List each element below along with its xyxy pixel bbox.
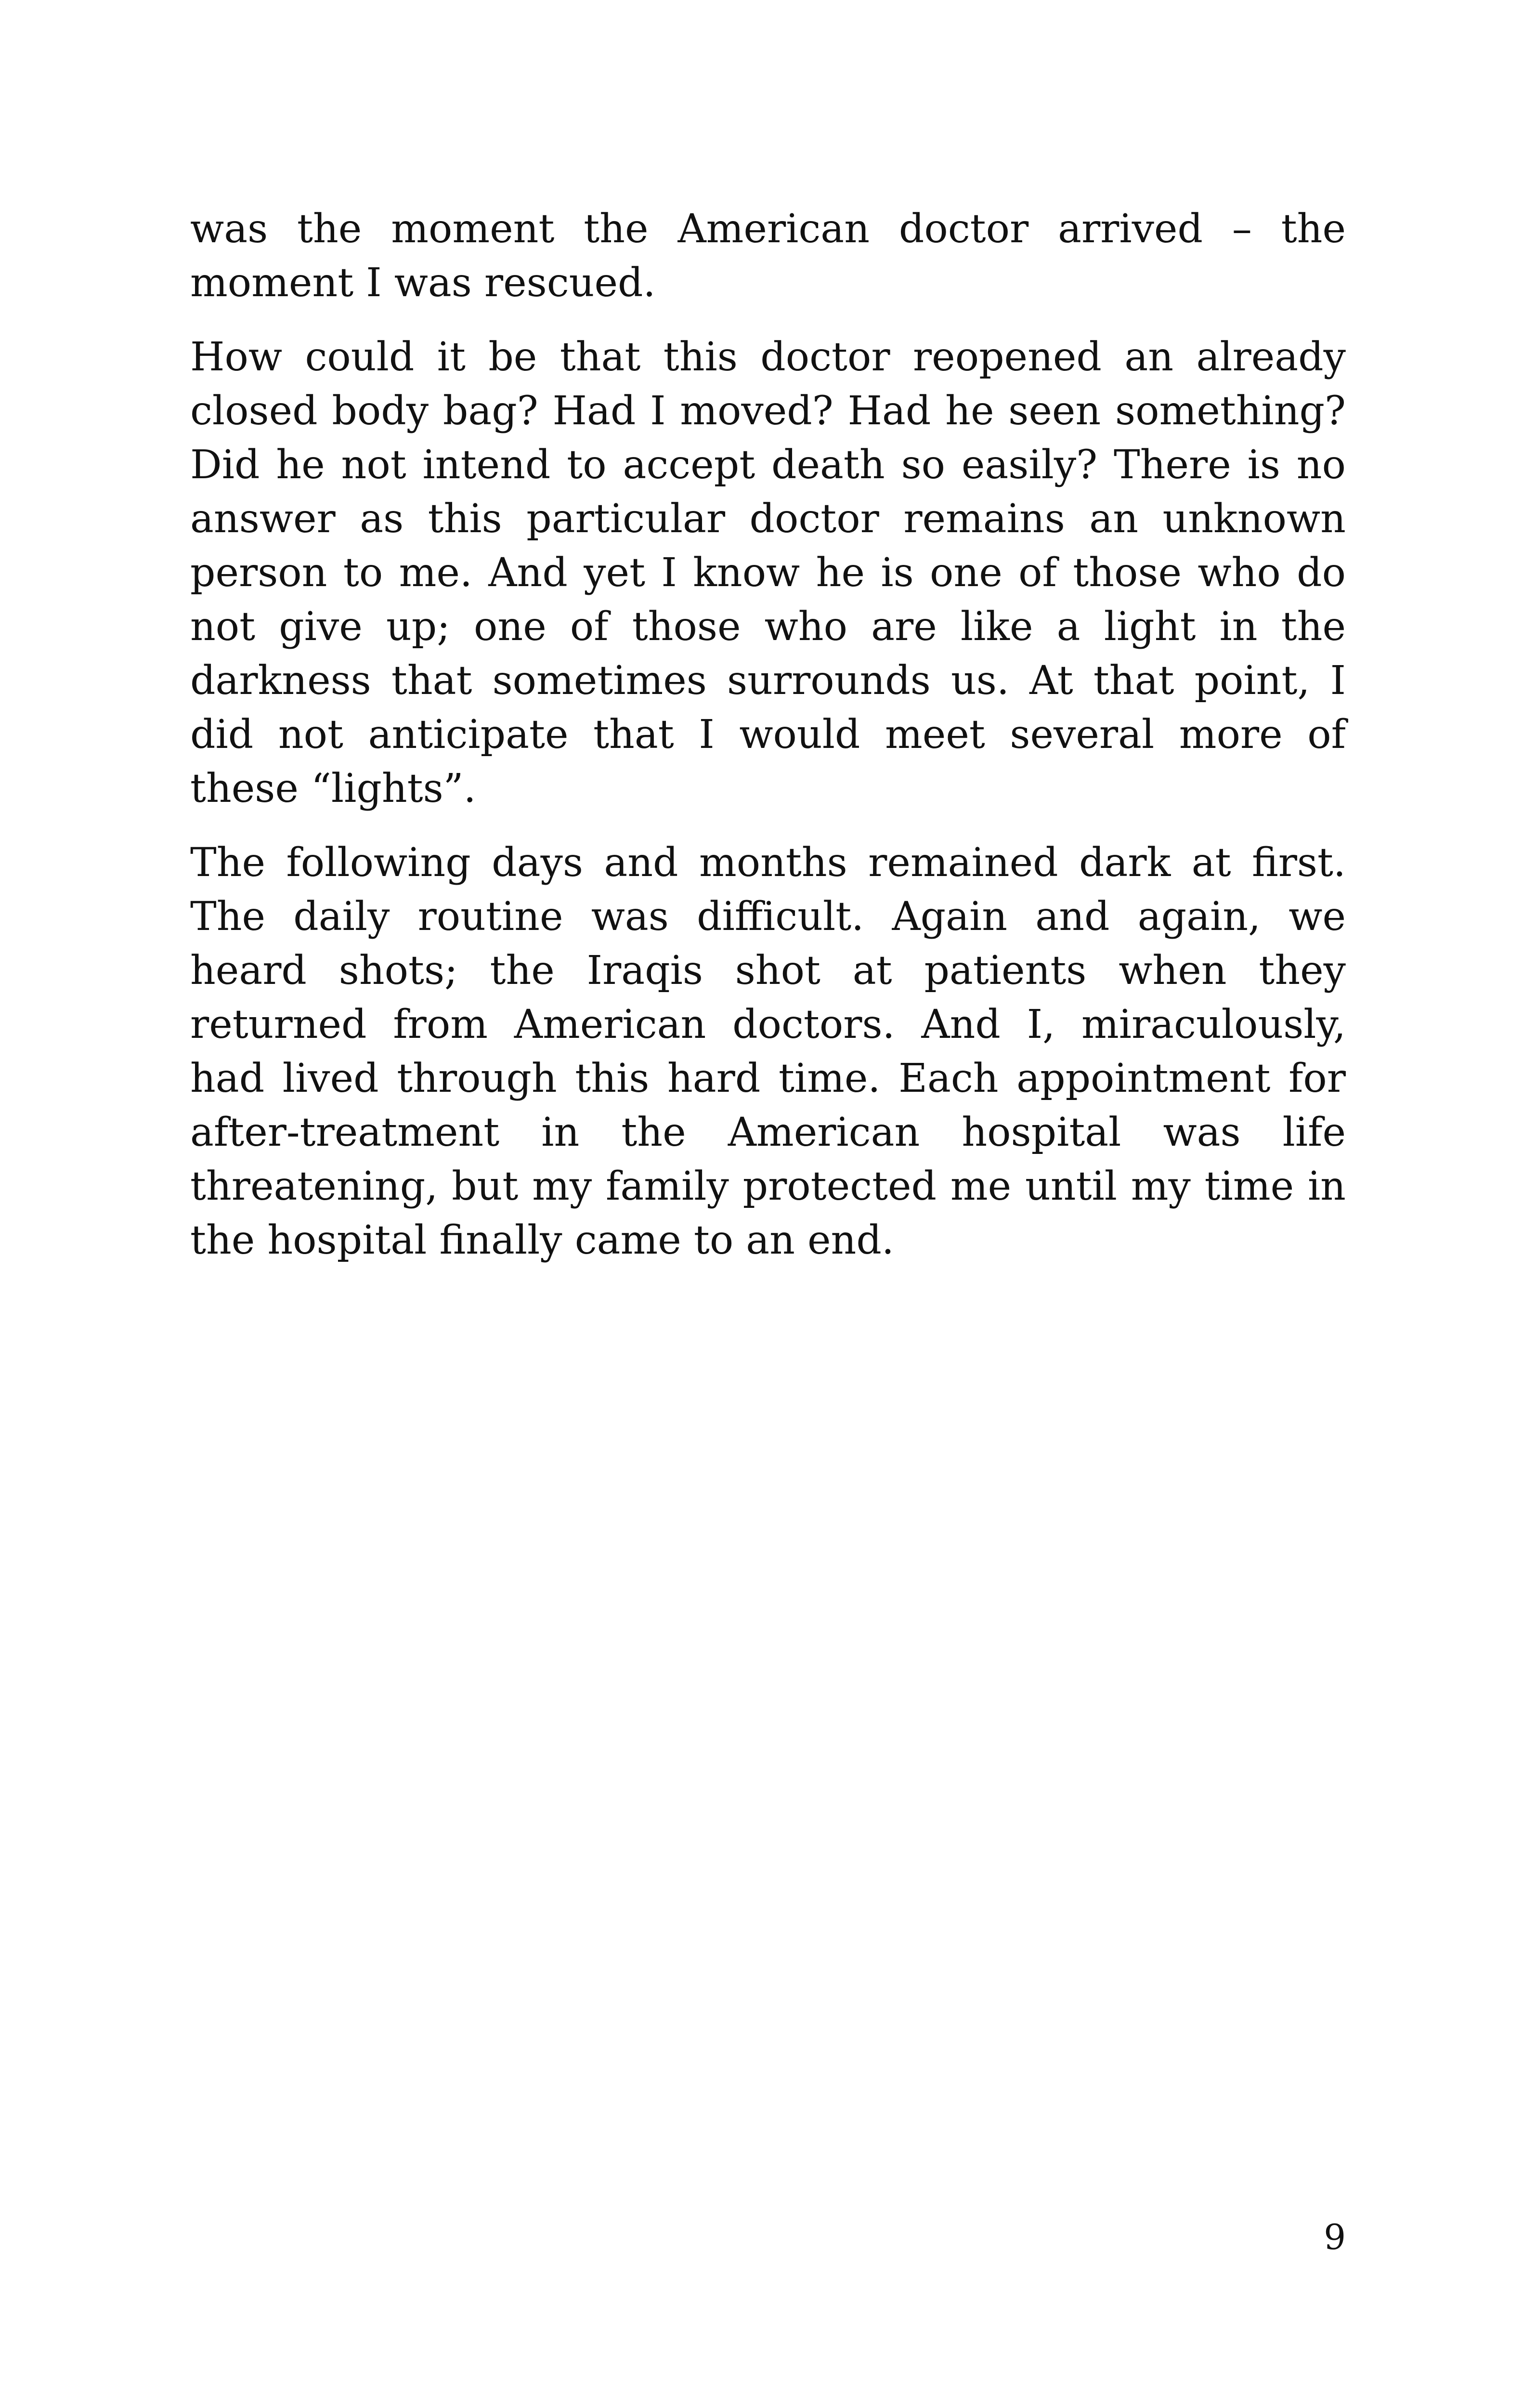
paragraph-3: The following days and months remained dark at first. The daily routine was difficult. Again and again, we heard shots; the Iraqis shot at patients when they returned from American doctors. And I, miraculously, had lived through this hard time. Each appointment for after-treatment in the American hospital was life threatening, but my family protected me until my time in the hospital finally came to an end. [190, 840, 1346, 1263]
paragraph-1: was the moment the American doctor arrived – the moment I was rescued. [190, 206, 1346, 306]
paragraph-2: How could it be that this doctor reopened an already closed body bag? Had I moved? Had he seen something? Did he not intend to accept death so easily? There is no answer as this particular doctor remains an unknown person to me. And yet I know he is one of those who do not give up; one of those who are like a light in the darkness that sometimes surrounds us. At that point, I did not anticipate that I would meet several more of these “lights”. [190, 334, 1346, 811]
page-number: 9 [1324, 2217, 1346, 2257]
body-text [190, 202, 1346, 1288]
